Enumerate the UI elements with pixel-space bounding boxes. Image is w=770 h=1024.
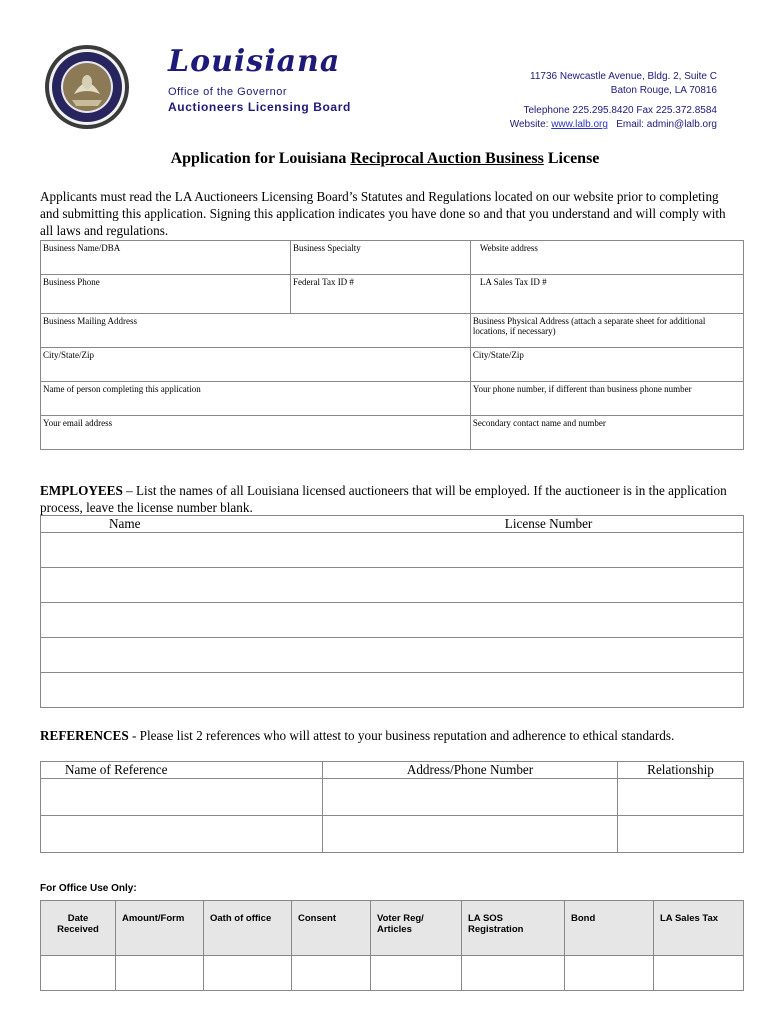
reference-relationship-cell[interactable] <box>618 816 744 853</box>
office-col-oath: Oath of office <box>204 901 292 956</box>
employees-heading <box>40 482 740 516</box>
brand-title: Louisiana <box>168 44 341 79</box>
la-sales-tax-id-label: LA Sales Tax ID # <box>479 277 547 287</box>
reference-name-cell[interactable] <box>41 779 323 816</box>
email-label: Email: admin@lalb.org <box>607 119 717 130</box>
phone-fax-line: Telephone 225.295.8420 Fax 225.372.8584 <box>523 105 717 116</box>
references-table <box>40 761 744 853</box>
board-subtitle: Auctioneers Licensing Board <box>168 100 351 114</box>
office-use-label: For Office Use Only: <box>40 883 137 894</box>
employee-row[interactable] <box>41 673 744 708</box>
office-cell[interactable] <box>371 956 462 991</box>
business-info-table <box>40 240 744 450</box>
employee-row[interactable] <box>41 533 744 568</box>
person-completing-field[interactable] <box>41 382 471 416</box>
city-state-zip-label-1: City/State/Zip <box>43 350 94 360</box>
office-subtitle: Office of the Governor <box>168 86 288 98</box>
employee-row[interactable] <box>41 638 744 673</box>
title-underlined: Reciprocal Auction Business <box>350 150 544 167</box>
mailing-address-field[interactable] <box>41 314 471 348</box>
your-email-label: Your email address <box>43 418 113 428</box>
references-heading <box>40 727 740 744</box>
physical-address-field[interactable] <box>470 314 743 348</box>
office-col-la-sales-tax: LA Sales Tax <box>654 901 744 956</box>
state-seal-logo <box>44 44 130 130</box>
employees-col-license: License Number <box>504 516 593 531</box>
employees-heading-bold: EMPLOYEES <box>40 483 123 498</box>
office-col-voter-reg: Voter Reg/ Articles <box>371 901 462 956</box>
employees-table <box>40 515 744 708</box>
office-cell[interactable] <box>116 956 204 991</box>
employee-row[interactable] <box>41 603 744 638</box>
references-heading-bold: REFERENCES <box>40 728 129 743</box>
website-address-field[interactable] <box>470 241 743 275</box>
office-col-bond: Bond <box>565 901 654 956</box>
city-state-zip-label-2: City/State/Zip <box>472 350 524 360</box>
reference-address-cell[interactable] <box>323 779 618 816</box>
employees-header-row <box>41 516 744 533</box>
website-address-label: Website address <box>479 243 538 253</box>
employee-row[interactable] <box>41 568 744 603</box>
website-link[interactable]: www.lalb.org <box>551 119 608 130</box>
office-cell[interactable] <box>565 956 654 991</box>
employees-heading-text: – List the names of all Louisiana licensed auctioneers that will be employed. If the auctioneer is in the application process, leave the license number blank. <box>40 483 727 515</box>
your-email-field[interactable] <box>41 416 471 450</box>
contact-block <box>510 70 717 132</box>
business-phone-field[interactable] <box>41 275 291 314</box>
business-name-label: Business Name/DBA <box>43 243 121 253</box>
office-cell[interactable] <box>292 956 371 991</box>
references-heading-text: - Please list 2 references who will attest to your business reputation and adherence to ethical standards. <box>128 728 675 743</box>
website-label: Website: <box>509 119 552 130</box>
person-completing-label: Name of person completing this application <box>43 384 201 394</box>
federal-tax-id-label: Federal Tax ID # <box>293 277 354 287</box>
secondary-contact-label: Secondary contact name and number <box>472 418 606 428</box>
web-email-line <box>510 118 717 132</box>
title-prefix: Application for Louisiana <box>170 150 351 167</box>
employees-col-name: Name <box>109 516 141 531</box>
office-cell[interactable] <box>462 956 565 991</box>
physical-address-label: Business Physical Address (attach a separate sheet for additional locations, if necessary) <box>472 316 706 336</box>
title-suffix: License <box>543 150 600 167</box>
city-state-zip-field-2[interactable] <box>470 348 743 382</box>
references-col-relationship: Relationship <box>618 762 744 779</box>
reference-name-cell[interactable] <box>41 816 323 853</box>
mailing-address-label: Business Mailing Address <box>43 316 138 326</box>
office-col-consent: Consent <box>292 901 371 956</box>
office-col-la-sos: LA SOS Registration <box>462 901 565 956</box>
reference-relationship-cell[interactable] <box>618 779 744 816</box>
address-line-1: 11736 Newcastle Avenue, Bldg. 2, Suite C <box>530 71 717 82</box>
your-phone-label: Your phone number, if different than business phone number <box>472 384 692 394</box>
reference-address-cell[interactable] <box>323 816 618 853</box>
secondary-contact-field[interactable] <box>470 416 743 450</box>
office-cell[interactable] <box>654 956 744 991</box>
office-use-table <box>40 900 744 991</box>
business-specialty-field[interactable] <box>291 241 471 275</box>
federal-tax-id-field[interactable] <box>291 275 471 314</box>
city-state-zip-field-1[interactable] <box>41 348 471 382</box>
business-specialty-label: Business Specialty <box>293 243 361 253</box>
business-phone-label: Business Phone <box>43 277 100 287</box>
office-cell[interactable] <box>41 956 116 991</box>
office-cell[interactable] <box>204 956 292 991</box>
address-line-2: Baton Rouge, LA 70816 <box>610 85 717 96</box>
references-col-address: Address/Phone Number <box>323 762 618 779</box>
office-col-date-received: Date Received <box>41 901 116 956</box>
your-phone-field[interactable] <box>470 382 743 416</box>
references-col-name: Name of Reference <box>41 762 323 779</box>
business-name-field[interactable] <box>41 241 291 275</box>
la-sales-tax-id-field[interactable] <box>470 275 743 314</box>
intro-paragraph: Applicants must read the LA Auctioneers Licensing Board’s Statutes and Regulations located on our website prior to completing and submitting this application. Signing this application indicates you have done so and that you understand and will comply with all laws and regulations. <box>40 189 726 238</box>
office-col-amount-form: Amount/Form <box>116 901 204 956</box>
page-title <box>0 150 770 168</box>
